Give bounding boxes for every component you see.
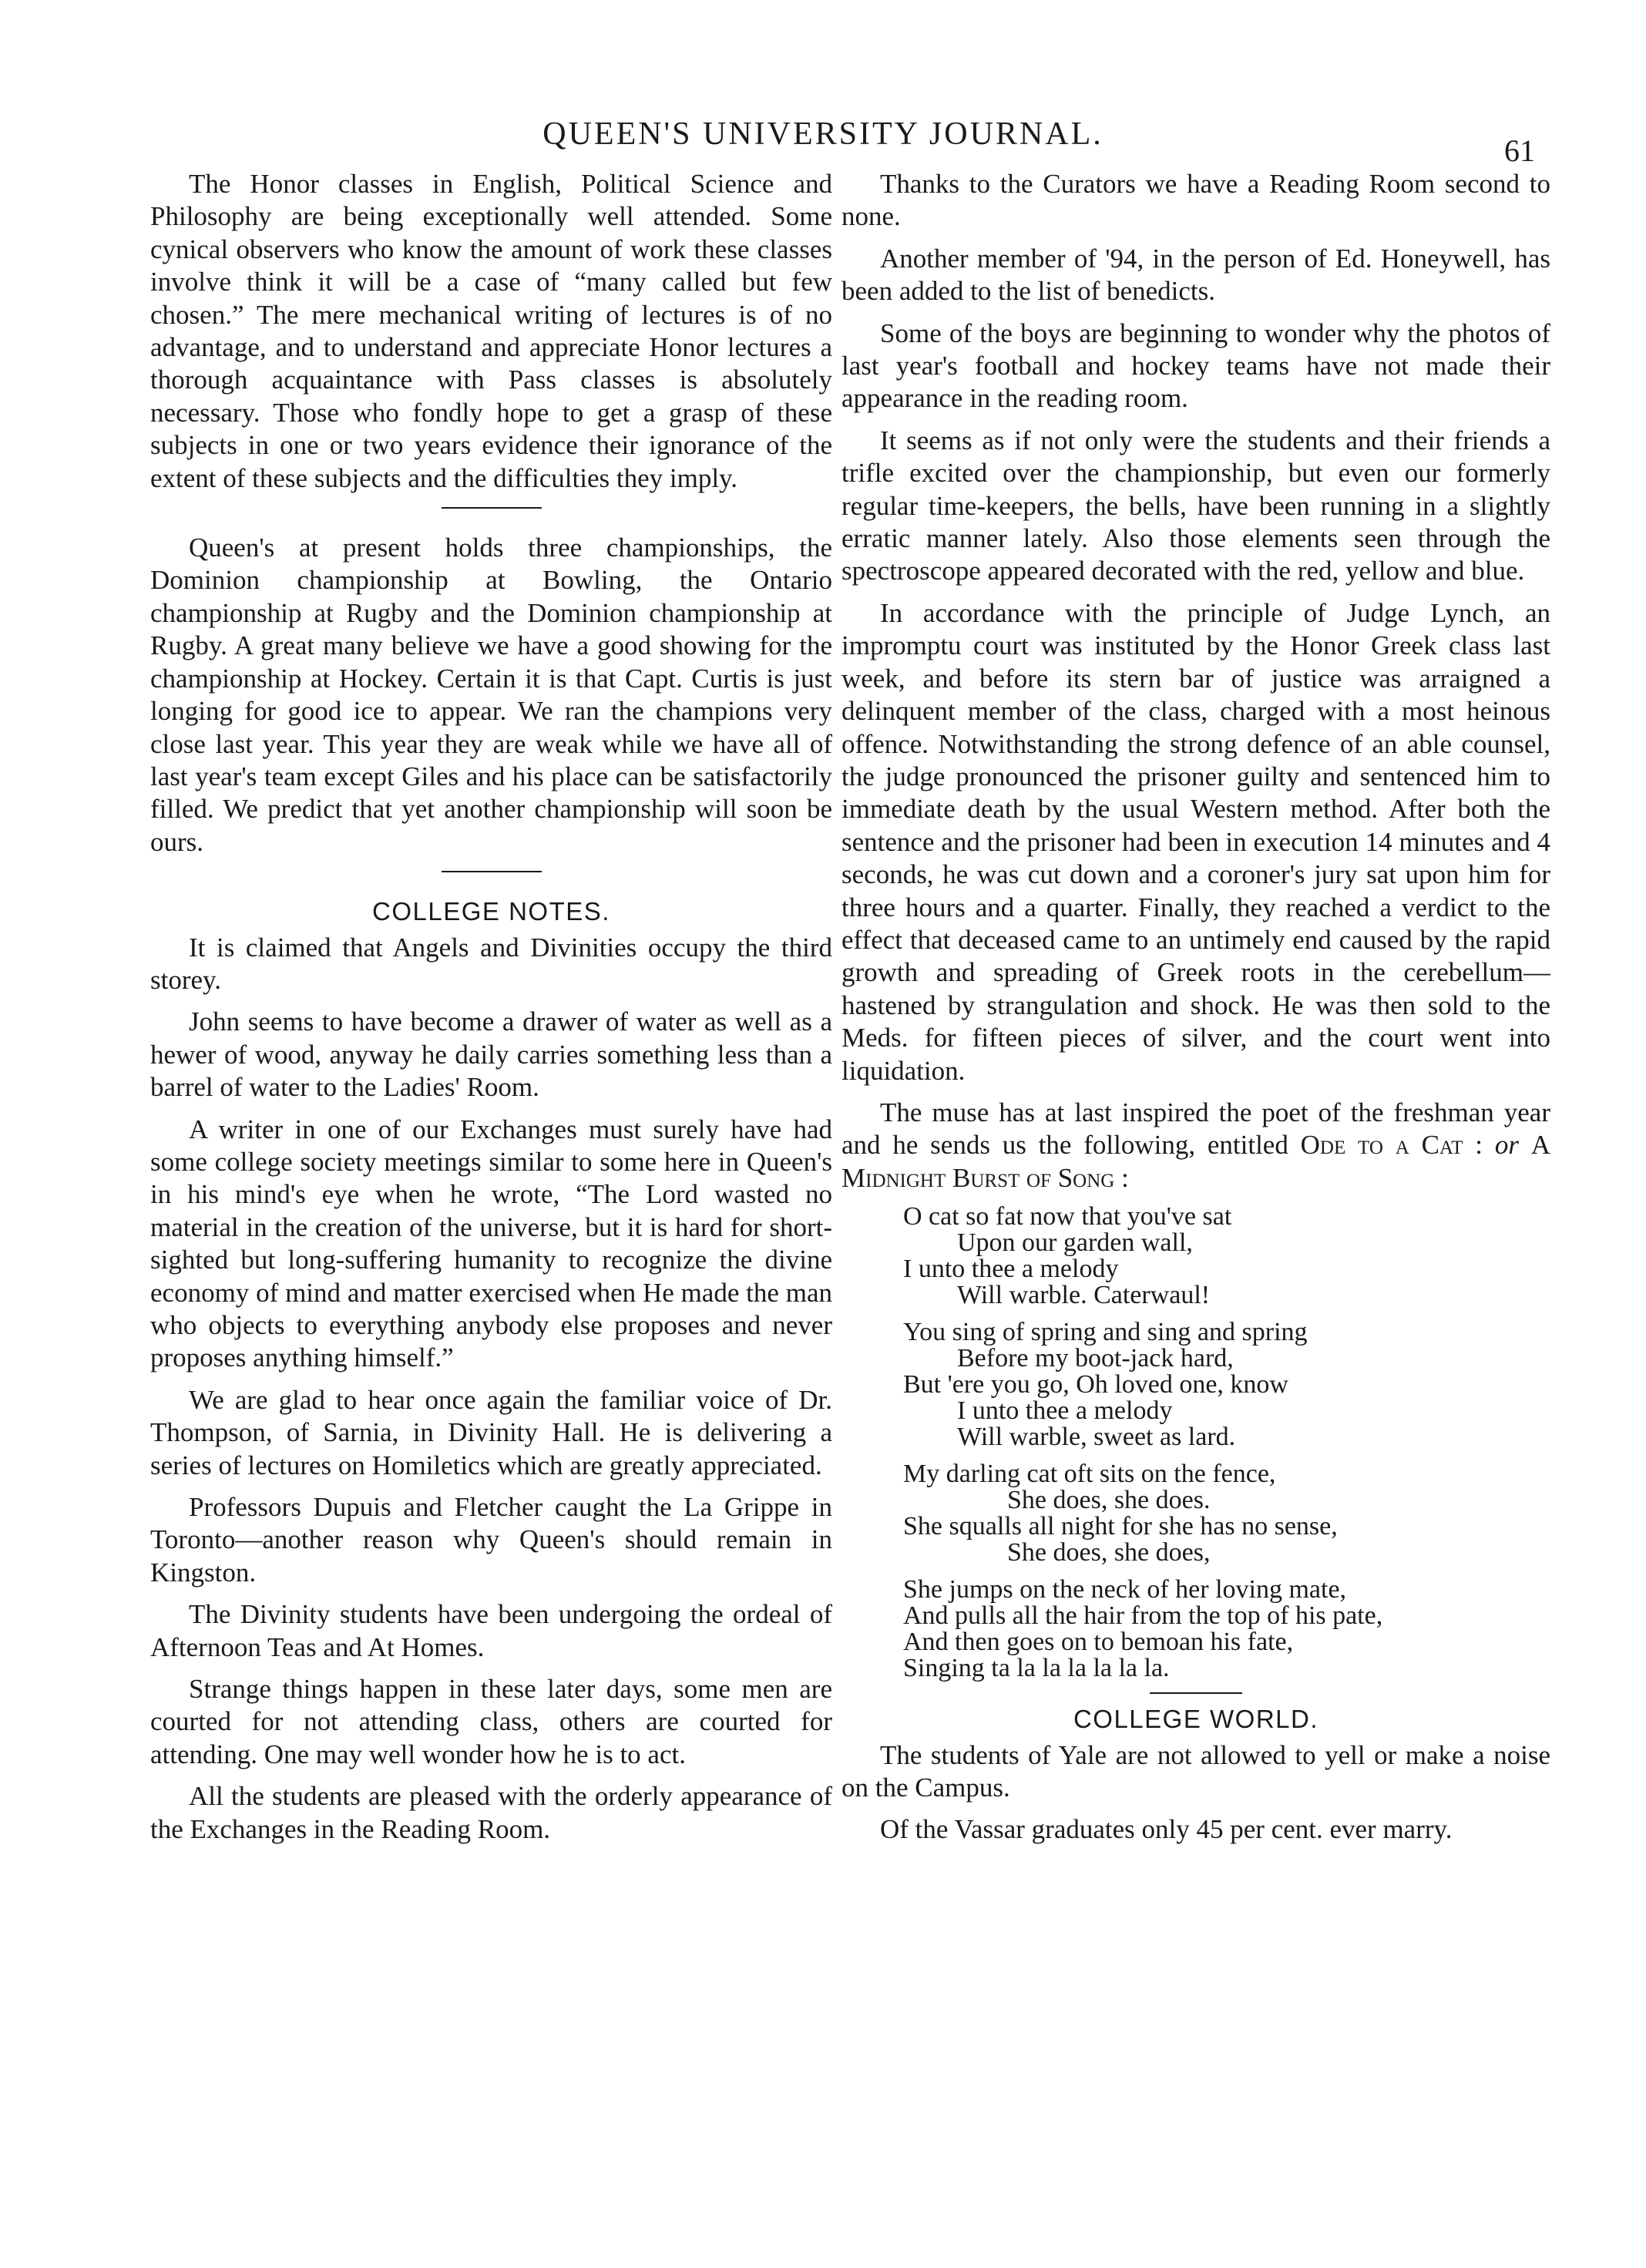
right-column xyxy=(841,168,1550,1856)
poem-line: I unto thee a melody xyxy=(903,1255,1119,1284)
poem-line: She squalls all night for she has no sense, xyxy=(903,1512,1338,1541)
poem-line: Will warble, sweet as lard. xyxy=(957,1423,1236,1452)
college-notes-heading: COLLEGE NOTES. xyxy=(372,897,610,926)
note-item: John seems to have become a drawer of water as well as a hewer of wood, anyway he daily carries something less than a barrel of water to the Ladies' Room. xyxy=(150,1006,832,1103)
note-item: Strange things happen in these later days, some men are courted for not attending class, others are courted for attending. One may well wonder how he is to act. xyxy=(150,1674,832,1769)
world-item: The students of Yale are not allowed to yell or make a noise on the Campus. xyxy=(841,1739,1550,1803)
poem-line: Will warble. Caterwaul! xyxy=(957,1281,1211,1310)
world-item: Of the Vassar graduates only 45 per cent. ever marry. xyxy=(880,1814,1453,1845)
poem-line: Before my boot-jack hard, xyxy=(957,1344,1234,1373)
running-header: QUEEN'S UNIVERSITY JOURNAL. xyxy=(543,116,1103,152)
note-item: In accordance with the principle of Judge Lynch, an impromptu court was instituted by the Honor Greek class last week, and before its stern bar of justice was arraigned a delinquent member of the class, charged with a most heinous offence. Notwithstanding the strong defence of an able counsel, the judge pronounced the prisoner guilty and sentenced him to immediate death by the usual Western method. After both the sentence and the prisoner had been in execution 14 minutes and 4 seconds, he was cut down and a coroner's jury sat upon him for three hours and a quarter. Finally, they reached a verdict to the effect that deceased came to an untimely end caused by the rapid growth and spreading of Greek roots in the cerebellum—hastened by strangulation and shock. He was then sold to the Meds. for fifteen pieces of silver, and the court went into liquidation. xyxy=(841,597,1550,1086)
poem-or: or xyxy=(1494,1130,1519,1161)
poem-stanza xyxy=(841,1577,1550,1682)
muse-paragraph: The muse has at last inspired the poet of the freshman year and he sends us the following, entitled Ode to a Cat : or A Midnight Burst of Song : xyxy=(841,1097,1551,1193)
poem-line: Upon our garden wall, xyxy=(957,1228,1193,1258)
section-rule xyxy=(1150,1692,1242,1694)
note-item: Some of the boys are beginning to wonder why the photos of last year's football and hockey teams have not made their appearance in the reading room. xyxy=(841,318,1550,414)
muse-intro: The muse has at last inspired the poet of the freshman year and he sends us the following, entitled xyxy=(841,1097,1550,1161)
poem-line: And pulls all the hair from the top of his pate, xyxy=(903,1601,1383,1631)
poem-line: Singing ta la la la la la la. xyxy=(903,1654,1170,1683)
poem-stanza xyxy=(841,1204,1550,1309)
section-rule xyxy=(442,507,542,509)
note-item: Professors Dupuis and Fletcher caught the La Grippe in Toronto—another reason why Queen's should remain in Kingston. xyxy=(150,1492,832,1588)
note-item: Another member of '94, in the person of Ed. Honeywell, has been added to the list of benedicts. xyxy=(841,243,1550,307)
poem-line: But 'ere you go, Oh loved one, know xyxy=(903,1370,1288,1399)
poem-line: She does, she does. xyxy=(1007,1486,1211,1515)
note-item: We are glad to hear once again the familiar voice of Dr. Thompson, of Sarnia, in Divinity Hall. He is delivering a series of lectures on Homiletics which are greatly appreciated. xyxy=(150,1384,832,1480)
poem-line: O cat so fat now that you've sat xyxy=(903,1202,1232,1231)
poem xyxy=(841,1204,1550,1682)
poem-line: My darling cat oft sits on the fence, xyxy=(903,1460,1276,1489)
poem-line: You sing of spring and sing and spring xyxy=(903,1318,1308,1347)
poem-line: She does, she does, xyxy=(1007,1538,1211,1567)
note-item: It seems as if not only were the students and their friends a trifle excited over the championship, but even our formerly regular time-keepers, the bells, have been running in a slightly erratic manner lately. Also those elements seen through the spectroscope appeared decorated with the red, yellow and blue. xyxy=(841,425,1550,586)
left-column xyxy=(150,168,832,1855)
poem-stanza xyxy=(841,1319,1550,1450)
note-item: The Divinity students have been undergoing the ordeal of Afternoon Teas and At Homes. xyxy=(150,1599,832,1662)
page-number: 61 xyxy=(1504,133,1535,168)
poem-subtitle: A Midnight Burst of Song xyxy=(841,1130,1551,1193)
note-item: A writer in one of our Exchanges must surely have had some college society meetings similar to some here in Queen's in his mind's eye when he wrote, “The Lord wasted no material in the creation of the universe, but it is hard for short-sighted but long-suffering humanity to recognize the divine economy of mind and matter exercised when He made the man who objects to everything anybody else proposes and never proposes anything himself.” xyxy=(150,1114,832,1373)
poem-title: Ode to a Cat xyxy=(1300,1130,1463,1161)
section-rule xyxy=(442,871,542,872)
note-item: It is claimed that Angels and Divinities occupy the third storey. xyxy=(150,932,832,995)
college-world-heading: COLLEGE WORLD. xyxy=(1073,1705,1319,1734)
poem-stanza xyxy=(841,1461,1550,1566)
note-item: All the students are pleased with the orderly appearance of the Exchanges in the Reading Room. xyxy=(150,1781,832,1844)
poem-line: And then goes on to bemoan his fate, xyxy=(903,1628,1294,1657)
poem-line: She jumps on the neck of her loving mate, xyxy=(903,1575,1347,1604)
paragraph-honor-classes: The Honor classes in English, Political Science and Philosophy are being exceptionally well attended. Some cynical observers who know the amount of work these classes involve think it will be a case of “many called but few chosen.” The mere mechanical writing of lectures is of no advantage, and to understand and appreciate Honor lectures a thorough acquaintance with Pass classes is absolutely necessary. Those who fondly hope to get a grasp of these subjects in one or two years evidence their ignorance of the extent of these subjects and the difficulties they imply. xyxy=(150,169,832,493)
note-item: Thanks to the Curators we have a Reading Room second to none. xyxy=(841,169,1550,232)
paragraph-championships: Queen's at present holds three championships, the Dominion championship at Bowling, the Ontario championship at Rugby and the Dominion championship at Rugby. A great many believe we have a good showing for the championship at Hockey. Certain it is that Capt. Curtis is just longing for good ice to appear. We ran the champions very close last year. This year they are weak while we have all of last year's team except Giles and his place can be satisfactorily filled. We predict that yet another championship will soon be ours. xyxy=(150,533,832,857)
poem-line: I unto thee a melody xyxy=(957,1396,1173,1426)
